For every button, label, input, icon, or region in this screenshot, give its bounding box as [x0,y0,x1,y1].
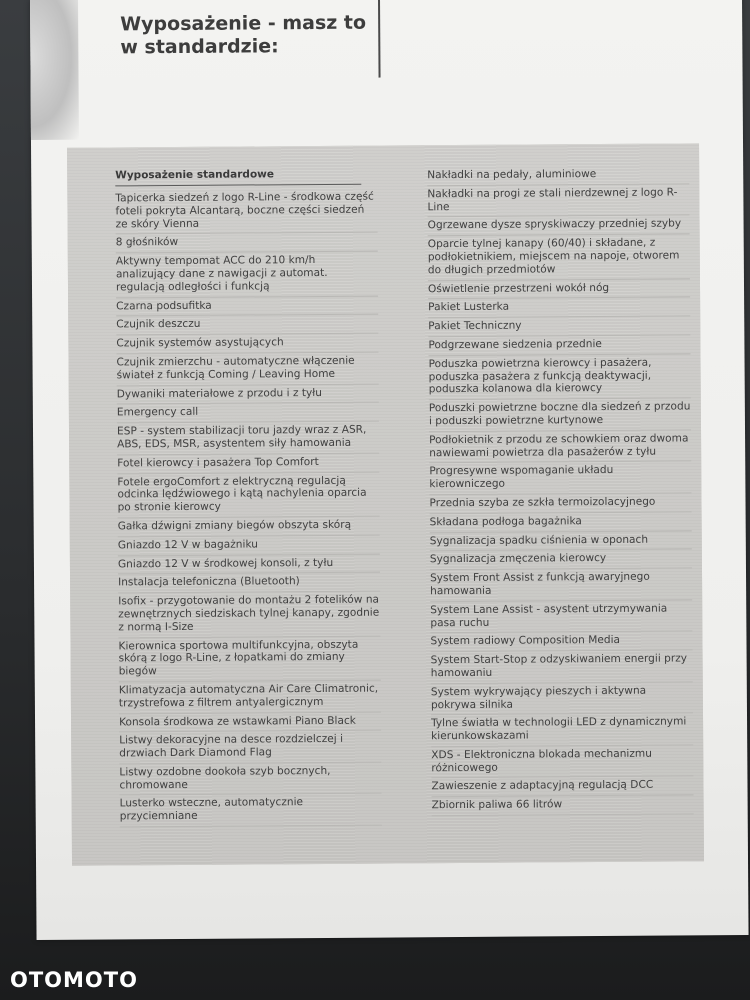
equipment-list-right [427,165,694,816]
equipment-item: System radiowy Composition Media [430,632,692,653]
page-heading [120,12,366,60]
equipment-item: Czujnik systemów asystujących [116,334,378,355]
equipment-item: Sygnalizacja zmęczenia kierowcy [430,550,692,571]
equipment-item: ESP - system stabilizacji toru jazdy wraz z ASR, ABS, EDS, MSR, asystentem siły hamowania [117,422,379,455]
document-page [30,0,749,940]
equipment-item: Fotel kierowcy i pasażera Top Comfort [117,453,379,474]
equipment-item: Zawieszenie z adaptacyjną regulacją DCC [431,777,693,798]
equipment-item: Oparcie tylnej kanapy (60/40) i składane, z podłokietnikiem, miejscem na napoje, otworem do długich przedmiotów [428,235,690,281]
equipment-item: Isofix - przygotowanie do montażu 2 fotelików na zewnętrznych siedziskach tylnej kanapy, zgodnie z normą I-Size [118,592,380,638]
equipment-item: Czujnik zmierzchu - automatyczne włączenie świateł z funkcją Coming / Leaving Home [116,353,378,386]
equipment-item: Gniazdo 12 V w bagażniku [118,535,380,556]
equipment-item: Klimatyzacja automatyczna Air Care Climatronic, trzystrefowa z filtrem antyalergicznym [119,680,381,713]
equipment-item: Lusterko wsteczne, automatycznie przyciemniane [120,794,382,827]
equipment-item: System Start-Stop z odzyskiwaniem energii przy hamowaniu [431,650,693,683]
equipment-item: Oświetlenie przestrzeni wokół nóg [428,279,690,300]
equipment-item: System Front Assist z funkcją awaryjnego hamowania [430,569,692,602]
equipment-column-left [115,168,382,828]
equipment-item: Ogrzewane dysze spryskiwaczy przedniej szyby [428,216,690,237]
page-shadow [30,0,79,140]
equipment-item: Emergency call [117,403,379,424]
equipment-item: Przednia szyba ze szkła termoizolacyjnego [429,493,691,514]
equipment-item: Gałka dźwigni zmiany biegów obszyta skórą [118,517,380,538]
equipment-item: Nakładki na progi ze stali nierdzewnej z logo R-Line [427,184,689,217]
equipment-column-right [427,165,694,816]
table-title: Wyposażenie standardowe [115,168,361,187]
otomoto-watermark: OTOMOTO [10,968,138,992]
equipment-item: Zbiornik paliwa 66 litrów [432,796,694,817]
equipment-item: XDS - Elektroniczna blokada mechanizmu różnicowego [431,745,693,778]
equipment-item: Konsola środkowa ze wstawkami Piano Black [119,712,381,733]
equipment-item: System Lane Assist - asystent utrzymywania pasa ruchu [430,600,692,633]
equipment-item: Czarna podsufitka [116,296,378,317]
equipment-item: Poduszka powietrzna kierowcy i pasażera, poduszka pasażera z funkcją deaktywacji, poduszka kolanowa dla kierowcy [428,354,690,400]
equipment-item: Gniazdo 12 V w środkowej konsoli, z tyłu [118,554,380,575]
equipment-item: System wykrywający pieszych i aktywna pokrywa silnika [431,682,693,715]
equipment-item: Dywaniki materiałowe z przodu i z tyłu [117,384,379,405]
vertical-divider [378,0,380,78]
equipment-item: Listwy ozdobne dookoła szyb bocznych, chromowane [119,762,381,795]
equipment-item: Tylne światła w technologii LED z dynamicznymi kierunkowskazami [431,714,693,747]
equipment-table [67,143,704,865]
equipment-item: Progresywne wspomaganie układu kierowniczego [429,462,691,495]
equipment-item: 8 głośników [116,233,378,254]
equipment-item: Kierownica sportowa multifunkcyjna, obszyta skórą z logo R-Line, z łopatkami do zmiany biegów [118,636,380,682]
equipment-item: Tapicerka siedzeń z logo R-Line - środkowa część foteli pokryta Alcantarą, boczne części siedzeń ze skóry Vienna [115,189,377,235]
equipment-item: Pakiet Techniczny [428,317,690,338]
equipment-item: Pakiet Lusterka [428,298,690,319]
equipment-item: Instalacja telefoniczna (Bluetooth) [118,573,380,594]
equipment-item: Nakładki na pedały, aluminiowe [427,165,689,186]
equipment-item: Poduszki powietrzne boczne dla siedzeń z przodu i poduszki powietrzne kurtynowe [429,399,691,432]
equipment-item: Sygnalizacja spadku ciśnienia w oponach [430,531,692,552]
heading-line-1: Wyposażenie - masz to [120,11,367,36]
equipment-list-left [115,189,381,828]
equipment-item: Fotele ergoComfort z elektryczną regulacją odcinka lędźwiowego i kątą nachylenia oparcia po stronie kierowcy [117,472,379,518]
equipment-item: Listwy dekoracyjne na desce rozdzielczej i drzwiach Dark Diamond Flag [119,731,381,764]
equipment-item: Składana podłoga bagażnika [430,512,692,533]
heading-line-2: w standardzie: [120,35,279,59]
equipment-item: Aktywny tempomat ACC do 210 km/h analizujący dane z nawigacji z automat. regulacją odległości i funkcją [116,252,378,298]
equipment-item: Podłokietnik z przodu ze schowkiem oraz dwoma nawiewami powietrza dla pasażerów z tyłu [429,430,691,463]
equipment-item: Podgrzewane siedzenia przednie [428,335,690,356]
equipment-item: Czujnik deszczu [116,315,378,336]
